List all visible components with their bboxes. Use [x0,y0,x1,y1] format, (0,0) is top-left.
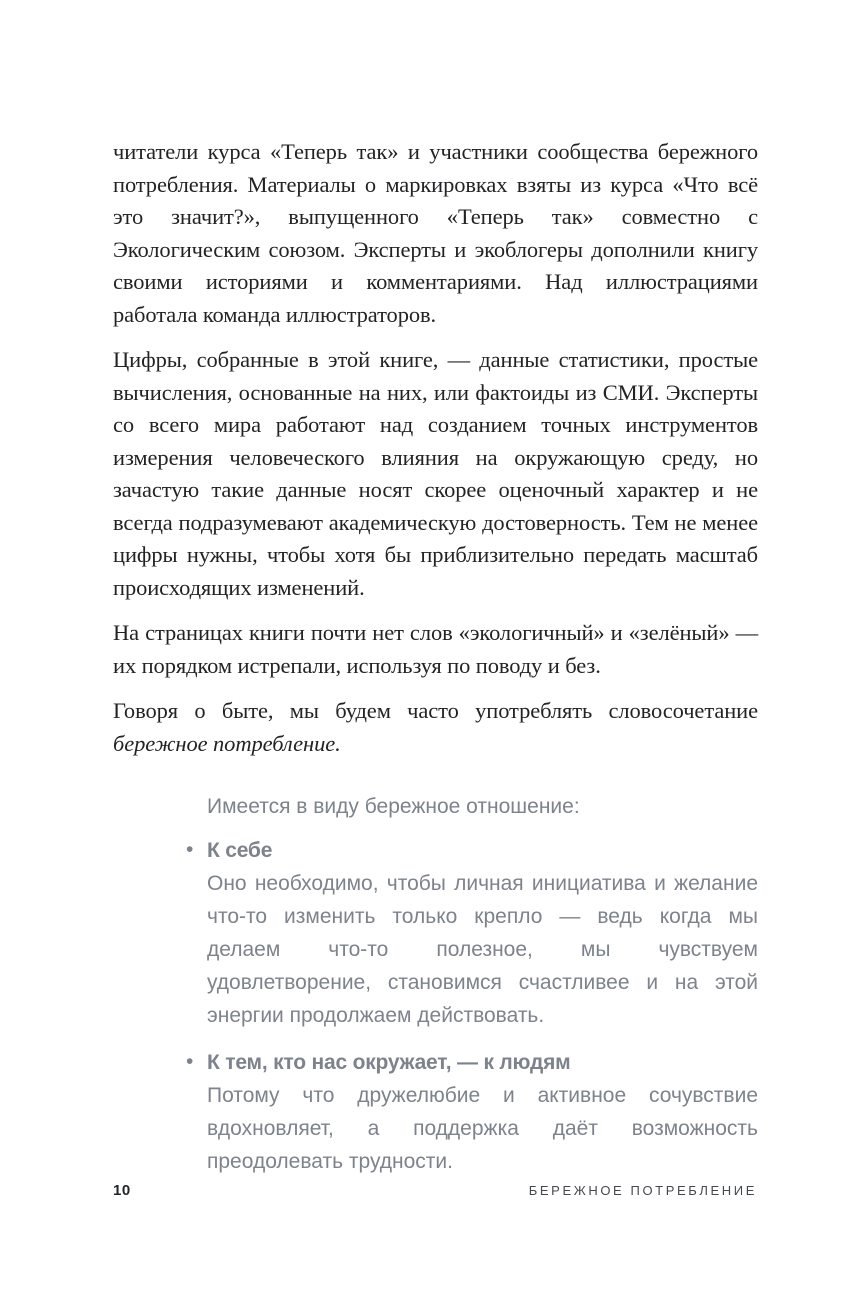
page-number: 10 [113,1182,131,1199]
callout-intro: Имеется в виду бережное отношение: [207,795,580,818]
paragraph-4-text: Говоря о быте, мы будем часто употреблять словосочетание [113,698,758,723]
list-item [186,834,758,1032]
list-item-title: К себе [207,839,273,862]
callout-block [113,790,758,1178]
list-item [186,1046,758,1178]
bullet-icon: • [186,838,194,861]
paragraph-3: На страницах книги почти нет слов «экологичный» и «зелёный» — их порядком истрепали, используя по поводу и без. [113,620,758,678]
paragraph-2: Цифры, собранные в этой книге, — данные статистики, простые вычисления, основанные на них, или фактоиды из СМИ. Эксперты со всего мира работают над созданием точных инструментов измерения человеческого влияния на окружающую среду, но зачастую такие данные носят скорее оценочный характер и не всегда подразумевают академическую достоверность. Тем не менее цифры нужны, чтобы хотя бы приблизительно передать масштаб происходящих изменений. [113,347,758,600]
list-item-title: К тем, кто нас окружает, — к людям [207,1051,571,1074]
paragraph-4 [113,695,758,760]
list-item-body: Потому что дружелюбие и активное сочувствие вдохновляет, а поддержка даёт возможность преодолевать трудности. [207,1084,758,1173]
emphasized-term: бережное потребление. [113,730,341,756]
running-title: БЕРЕЖНОЕ ПОТРЕБЛЕНИЕ [528,1183,757,1198]
list-item-body: Оно необходимо, чтобы личная инициатива и желание что-то изменить только крепло — ведь когда мы делаем что-то полезное, мы чувствуем удовлетворение, становимся счастливее и на этой энергии продолжаем действовать. [207,872,758,1027]
page-body [113,136,758,1178]
paragraph-1: читатели курса «Теперь так» и участники сообщества бережного потребления. Материалы о маркировках взяты из курса «Что всё это значит?», выпущенного «Теперь так» совместно с Экологическим союзом. Эксперты и экоблогеры дополнили книгу своими историями и комментариями. Над иллюстрациями работала команда иллюстраторов. [113,139,758,327]
bullet-icon: • [186,1050,194,1073]
page-footer [113,1182,757,1199]
callout-list [186,834,758,1178]
